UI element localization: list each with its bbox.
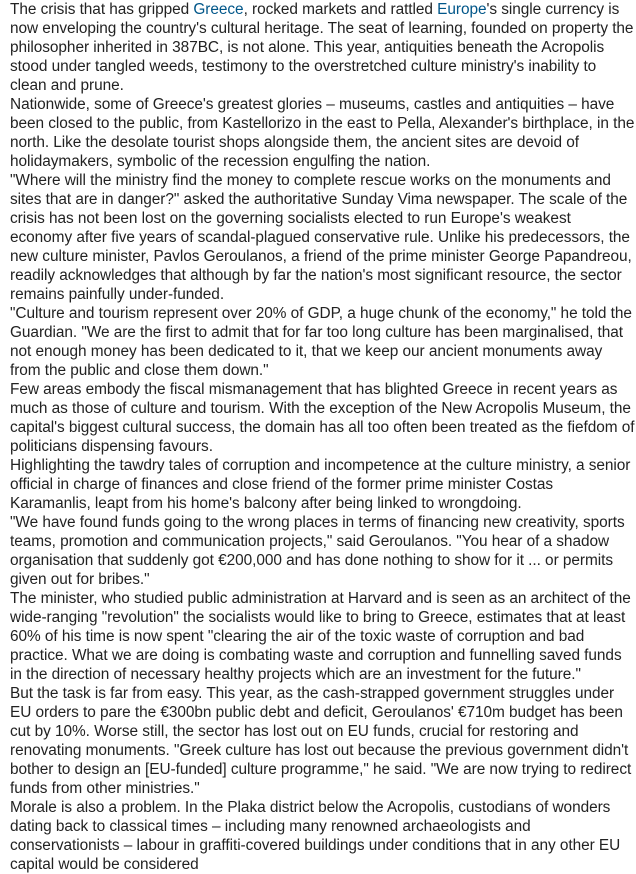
article-paragraph-4: "Culture and tourism represent over 20% of GDP, a huge chunk of the economy," he told the Guardian. "We are the first to admit that for far too long culture has been marginalised, that not enough money has been dedicated to it, that we keep our ancient monuments away from the public and close them down." bbox=[10, 305, 632, 379]
article-paragraph-2: Nationwide, some of Greece's greatest glories – museums, castles and antiquities – have been closed to the public, from Kastellorizo in the east to Pella, Alexander's birthplace, in the north. Like the desolate tourist shops alongside them, the ancient sites are devoid of holidaymakers, symbolic of the recession engulfing the nation. bbox=[10, 96, 635, 170]
article-paragraph-10: Morale is also a problem. In the Plaka district below the Acropolis, custodians of wonders dating back to classical times – including many renowned archaeologists and conservationists – labour in graffiti-covered buildings under conditions that in any other EU capital would be considered bbox=[10, 799, 621, 873]
article-paragraph-6: Highlighting the tawdry tales of corruption and incompetence at the culture ministry, a senior official in charge of finances and close friend of the former prime minister Costas Karamanlis, leapt from his home's balcony after being linked to wrongdoing. bbox=[10, 457, 631, 512]
article-paragraph-8: The minister, who studied public administration at Harvard and is seen as an architect of the wide-ranging "revolution" the socialists would like to bring to Greece, estimates that at least 60% of his time is now spent "clearing the air of the toxic waste of corruption and bad practice. What we are doing is combating waste and corruption and funnelling saved funds in the direction of necessary healthy projects which are an investment for the future." bbox=[10, 590, 631, 683]
link-greece[interactable]: Greece bbox=[193, 1, 244, 18]
paragraph-text: , rocked markets and rattled bbox=[243, 1, 438, 18]
article-paragraph-7: "We have found funds going to the wrong places in terms of financing new creativity, sports teams, promotion and communication projects," said Geroulanos. "You hear of a shadow organisation that suddenly got €200,000 and has done nothing to show for it ... or permits given out for bribes." bbox=[10, 514, 625, 588]
article-paragraph-1 bbox=[10, 0, 636, 95]
article-paragraph-5: Few areas embody the fiscal mismanagement that has blighted Greece in recent years as much as those of culture and tourism. With the exception of the New Acropolis Museum, the capital's biggest cultural success, the domain has all too often been treated as the fiefdom of politicians dispensing favours. bbox=[10, 381, 635, 455]
paragraph-text: 's single currency is now enveloping the country's cultural heritage. The seat of learning, founded on property the philosopher inherited in 387BC, is not alone. This year, antiquities beneath the Acropolis stood under tangled weeds, testimony to the overstretched culture ministry's inability to clean and prune. bbox=[10, 1, 634, 94]
paragraph-text: The crisis that has gripped bbox=[10, 1, 194, 18]
article-paragraph-3: "Where will the ministry find the money to complete rescue works on the monuments and sites that are in danger?" asked the authoritative Sunday Vima newspaper. The scale of the crisis has not been lost on the governing socialists elected to run Europe's weakest economy after five years of scandal-plagued conservative rule. Unlike his predecessors, the new culture minister, Pavlos Geroulanos, a friend of the prime minister George Papandreou, readily acknowledges that although by far the nation's most significant resource, the sector remains painfully under-funded. bbox=[10, 172, 632, 303]
link-europe[interactable]: Europe bbox=[437, 1, 487, 18]
article-paragraph-9: But the task is far from easy. This year, as the cash-strapped government struggles under EU orders to pare the €300bn public debt and deficit, Geroulanos' €710m budget has been cut by 10%. Worse still, the sector has lost out on EU funds, crucial for restoring and renovating monuments. "Greek culture has lost out because the previous government didn't bother to design an [EU-funded] culture programme," he said. "We are now trying to redirect funds from other ministries." bbox=[10, 685, 632, 797]
